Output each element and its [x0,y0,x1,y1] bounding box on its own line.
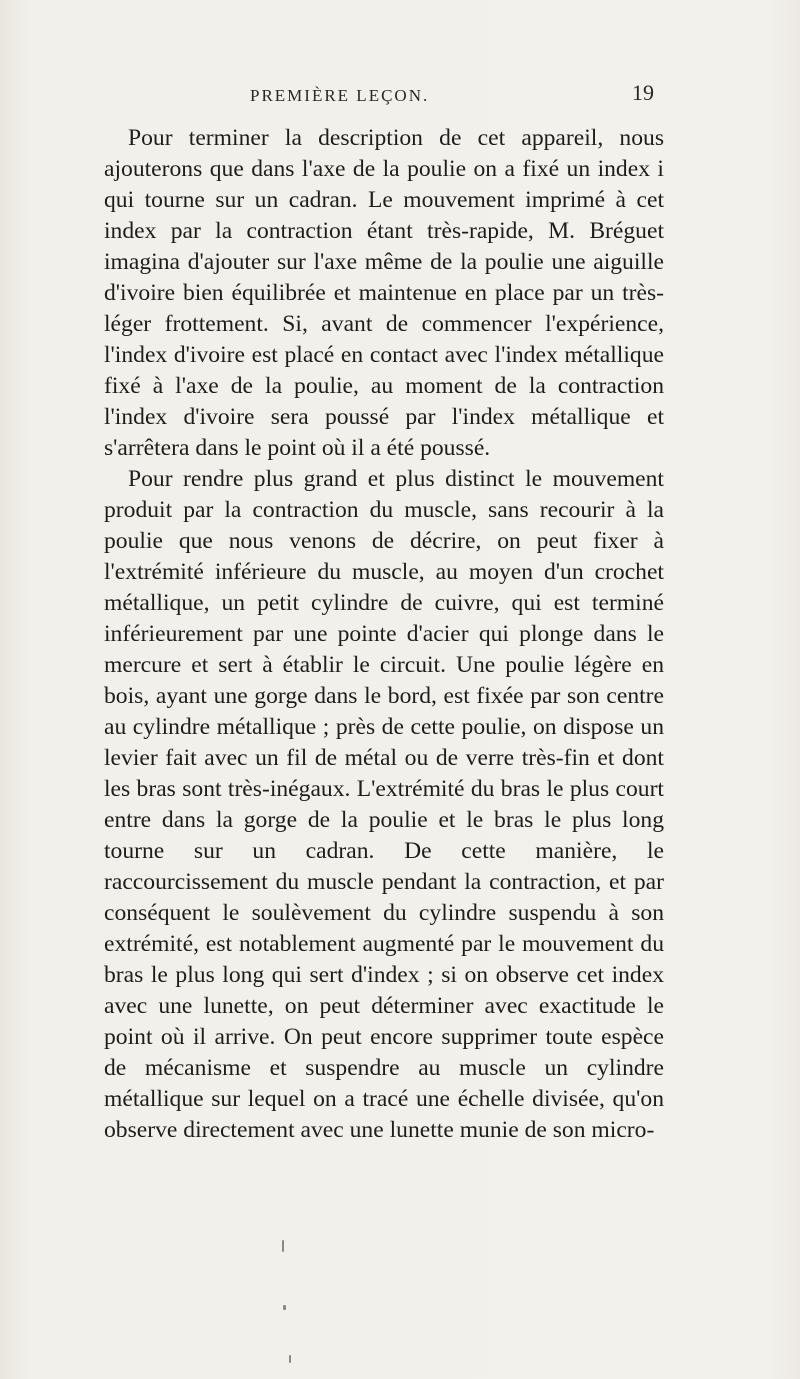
paragraph: Pour rendre plus grand et plus distinct le mouvement produit par la contraction du muscle, sans recourir à la poulie que nous venons de décrire, on peut fixer à l'extrémité inférieure du muscle, au moyen d'un crochet métallique, un petit cylindre de cuivre, qui est terminé inférieurement par une pointe d'acier qui plonge dans le mercure et sert à établir le circuit. Une poulie légère en bois, ayant une gorge dans le bord, est fixée par son centre au cylindre métallique ; près de cette poulie, on dispose un levier fait avec un fil de métal ou de verre très-fin et dont les bras sont très-inégaux. L'extrémité du bras le plus court entre dans la gorge de la poulie et le bras le plus long tourne sur un cadran. De cette manière, le raccourcissement du muscle pendant la contraction, et par conséquent le soulèvement du cylindre suspendu à son extrémité, est notablement augmenté par le mouvement du bras le plus long qui sert d'index ; si on observe cet index avec une lunette, on peut déterminer avec exactitude le point où il arrive. On peut encore supprimer toute espèce de mécanisme et suspendre au muscle un cylindre métallique sur lequel on a tracé une échelle divisée, qu'on observe directement avec une lunette munie de son micro- [104,466,664,1143]
paragraph: Pour terminer la description de cet appareil, nous ajouterons que dans l'axe de la poulie on a fixé un index i qui tourne sur un cadran. Le mouvement imprimé à cet index par la contraction étant très-rapide, M. Bréguet imagina d'ajouter sur l'axe même de la poulie une aiguille d'ivoire bien équilibrée et maintenue en place par un très-léger frottement. Si, avant de commencer l'expérience, l'index d'ivoire est placé en contact avec l'index métallique fixé à l'axe de la poulie, au moment de la contraction l'index d'ivoire sera poussé par l'index métallique et s'arrêtera dans le point où il a été poussé. [104,125,664,461]
print-speck [283,1305,286,1310]
running-head: PREMIÈRE LEÇON. [250,86,430,105]
page-number: 19 [632,80,654,105]
print-speck [282,1240,284,1252]
page-header [0,80,800,110]
body-text [104,123,664,1146]
print-speck [289,1355,291,1363]
